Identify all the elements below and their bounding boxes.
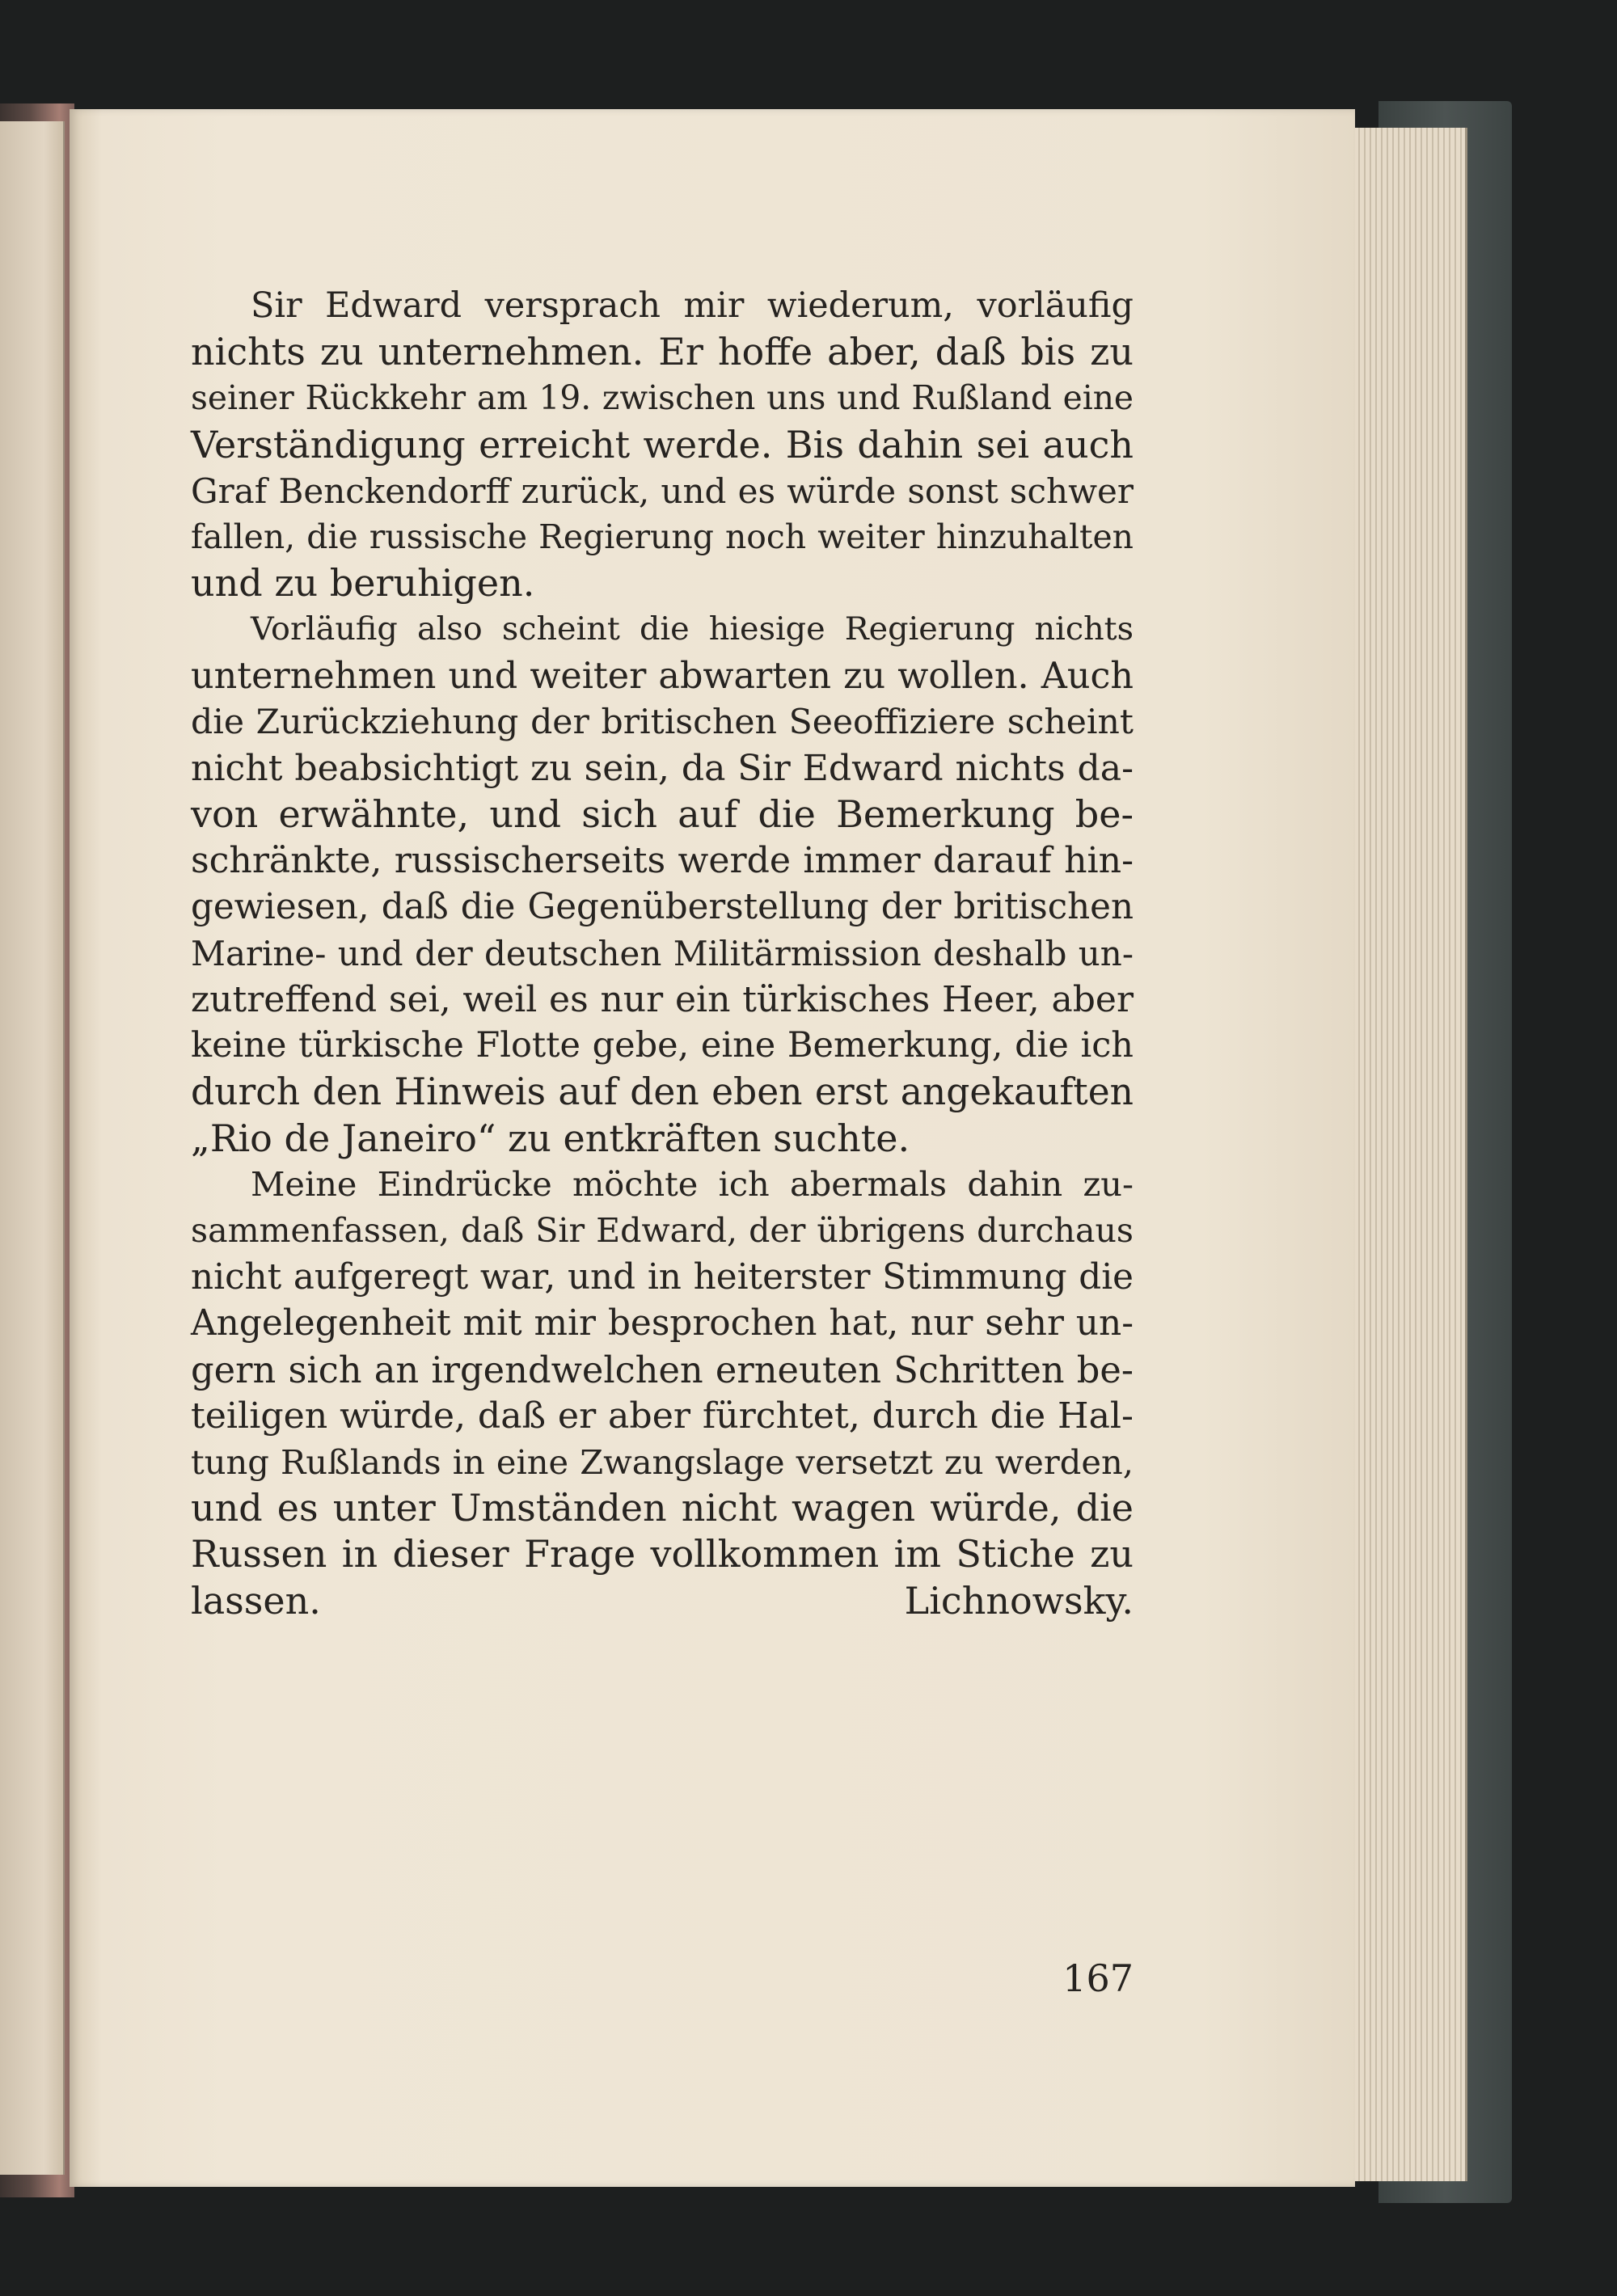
text-line: gewiesen, daß die Gegenüberstellung der britischen bbox=[191, 886, 1134, 927]
text-line: unternehmen und weiter abwarten zu wollen. Auch bbox=[191, 655, 1134, 697]
text-line: nichts zu unternehmen. Er hoffe aber, daß bis zu bbox=[191, 330, 1134, 374]
closing-word: lassen. bbox=[191, 1578, 321, 1623]
text-line: durch den Hinweis auf den eben erst angekauften bbox=[191, 1070, 1134, 1114]
text-line: keine türkische Flotte gebe, eine Bemerkung, die ich bbox=[191, 1025, 1134, 1066]
text-line: Russen in dieser Frage vollkommen im Stiche zu bbox=[191, 1532, 1134, 1576]
text-line: schränkte, russischerseits werde immer darauf hin- bbox=[191, 840, 1134, 882]
page-text bbox=[191, 283, 1134, 1624]
text-line: fallen, die russische Regierung noch weiter hinzuhalten bbox=[191, 517, 1134, 557]
text-line: nicht aufgeregt war, und in heiterster Stimmung die bbox=[191, 1256, 1134, 1298]
text-line: gern sich an irgendwelchen erneuten Schritten be- bbox=[191, 1348, 1134, 1391]
text-line: tung Rußlands in eine Zwangslage versetzt zu werden, bbox=[191, 1442, 1134, 1483]
signature: Lichnowsky. bbox=[904, 1578, 1134, 1623]
text-line: zutreffend sei, weil es nur ein türkisches Heer, aber bbox=[191, 979, 1134, 1021]
text-line: nicht beabsichtigt zu sein, da Sir Edward nichts da- bbox=[191, 748, 1134, 790]
text-line: und es unter Umständen nicht wagen würde, die bbox=[191, 1486, 1134, 1530]
text-line: Angelegenheit mit mir besprochen hat, nur sehr un- bbox=[191, 1302, 1134, 1344]
text-line: Vorläufig also scheint die hiesige Regierung nichts bbox=[251, 610, 1134, 648]
closing-line bbox=[191, 1578, 1134, 1624]
paragraph-1 bbox=[191, 283, 1134, 606]
text-line: Sir Edward versprach mir wiederum, vorläufig bbox=[251, 285, 1134, 326]
text-line: und zu beruhigen. bbox=[191, 561, 535, 606]
text-line: die Zurückziehung der britischen Seeoffiziere scheint bbox=[191, 702, 1134, 742]
text-line: „Rio de Janeiro“ zu entkräften suchte. bbox=[191, 1116, 910, 1160]
text-line: Graf Benckendorff zurück, und es würde sonst schwer bbox=[191, 471, 1134, 511]
page-number: 167 bbox=[1062, 1956, 1134, 2000]
paragraph-3 bbox=[191, 1162, 1134, 1624]
text-line: Marine- und der deutschen Militärmission deshalb un- bbox=[191, 933, 1134, 973]
text-line: Meine Eindrücke möchte ich abermals dahin zu- bbox=[251, 1164, 1134, 1204]
text-line: seiner Rückkehr am 19. zwischen uns und Rußland eine bbox=[191, 378, 1134, 418]
text-line: teiligen würde, daß er aber fürchtet, durch die Hal- bbox=[191, 1395, 1134, 1437]
text-line: Verständigung erreicht werde. Bis dahin sei auch bbox=[191, 422, 1134, 466]
text-line: von erwähnte, und sich auf die Bemerkung be- bbox=[191, 792, 1134, 837]
paragraph-2 bbox=[191, 606, 1134, 1161]
left-page-edge bbox=[0, 121, 65, 2175]
text-line: sammenfassen, daß Sir Edward, der übrigens durchaus bbox=[191, 1211, 1134, 1251]
